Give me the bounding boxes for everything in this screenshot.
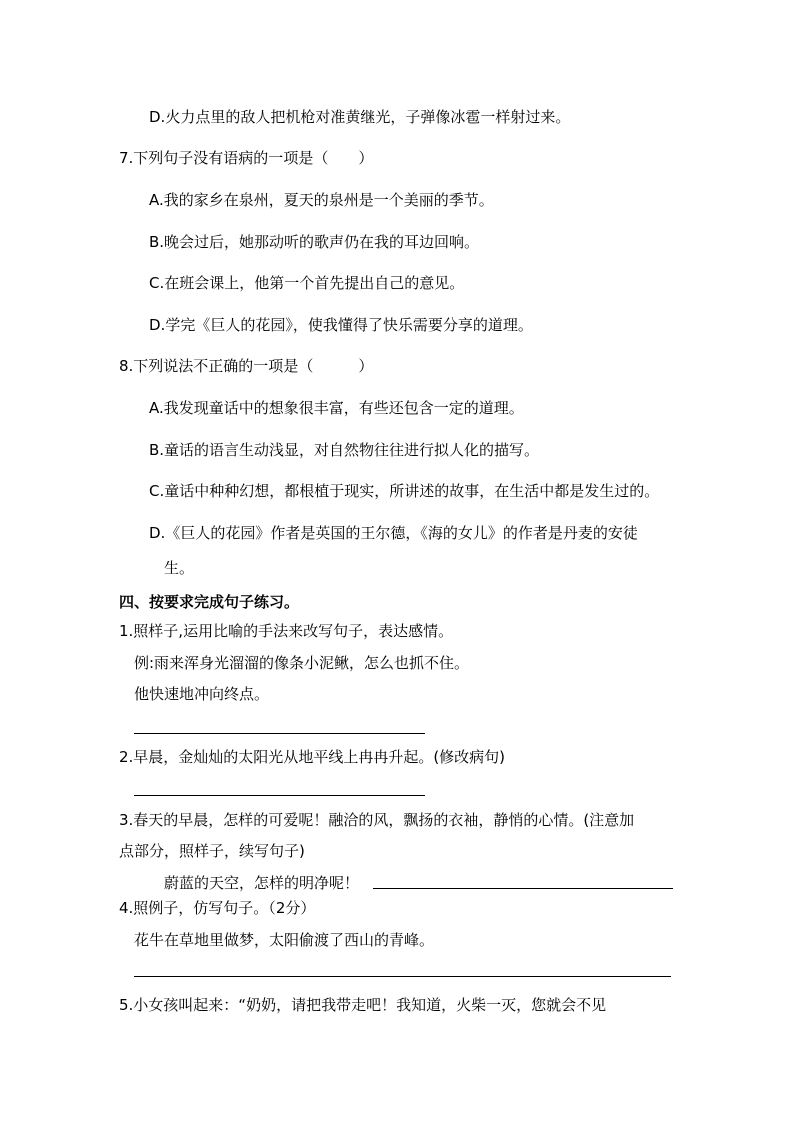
exercise-1-answer-line[interactable]: [134, 733, 425, 734]
q8-option-c: C.童话中种种幻想，都根植于现实，所讲述的故事，在生活中都是发生过的。: [149, 482, 660, 500]
q8-option-d-continuation: 生。: [164, 559, 195, 577]
exercise-1-prompt: 1.照样子,运用比喻的手法来改写句子，表达感情。: [119, 622, 454, 640]
exercise-5-prompt: 5.小女孩叫起来：“奶奶，请把我带走吧！我知道，火柴一灭，您就会不见: [119, 996, 607, 1014]
exercise-4-prompt: 4.照例子，仿写句子。（2分）: [119, 899, 316, 917]
exercise-2-answer-line[interactable]: [134, 795, 425, 796]
q7-option-b: B.晚会过后，她那动听的歌声仍在我的耳边回响。: [149, 233, 480, 251]
section-4-title: 四、按要求完成句子练习。: [119, 593, 300, 611]
q8-option-a: A.我发现童话中的想象很丰富，有些还包含一定的道理。: [149, 399, 524, 417]
q8-stem: 8.下列说法不正确的一项是（ ）: [119, 357, 374, 375]
exercise-3-prompt: 3.春天的早晨，怎样的可爱呢！融洽的风，飘扬的衣袖，静悄的心情。(注意加: [119, 811, 635, 829]
q7-option-d: D.学完《巨人的花园》，使我懂得了快乐需要分享的道理。: [149, 316, 533, 334]
q7-stem: 7.下列句子没有语病的一项是（ ）: [119, 149, 374, 167]
exercise-4-answer-line[interactable]: [134, 976, 671, 977]
exercise-3-prompt-continued: 点部分，照样子，续写句子): [119, 842, 305, 860]
q8-option-d: D.《巨人的花园》作者是英国的王尔德，《海的女儿》的作者是丹麦的安徒: [149, 524, 638, 542]
exercise-2-prompt: 2.早晨，金灿灿的太阳光从地平线上冉冉升起。(修改病句): [119, 748, 506, 766]
exercise-4-example: 花牛在草地里做梦，太阳偷渡了西山的青峰。: [134, 931, 435, 949]
q7-option-a: A.我的家乡在泉州，夏天的泉州是一个美丽的季节。: [149, 191, 494, 209]
exercise-1-example: 例:雨来浑身光溜溜的像条小泥鳅，怎么也抓不住。: [134, 654, 470, 672]
q7-option-c: C.在班会课上，他第一个首先提出自己的意见。: [149, 274, 465, 292]
q6-option-d: D.火力点里的敌人把机枪对准黄继光，子弹像冰雹一样射过来。: [149, 108, 571, 126]
exercise-3-answer-line[interactable]: [373, 888, 673, 889]
q8-option-b: B.童话的语言生动浅显，对自然物往往进行拟人化的描写。: [149, 441, 540, 459]
exercise-3-sentence: 蔚蓝的天空，怎样的明净呢！: [164, 874, 360, 892]
exercise-1-sentence: 他快速地冲向终点。: [134, 685, 270, 703]
